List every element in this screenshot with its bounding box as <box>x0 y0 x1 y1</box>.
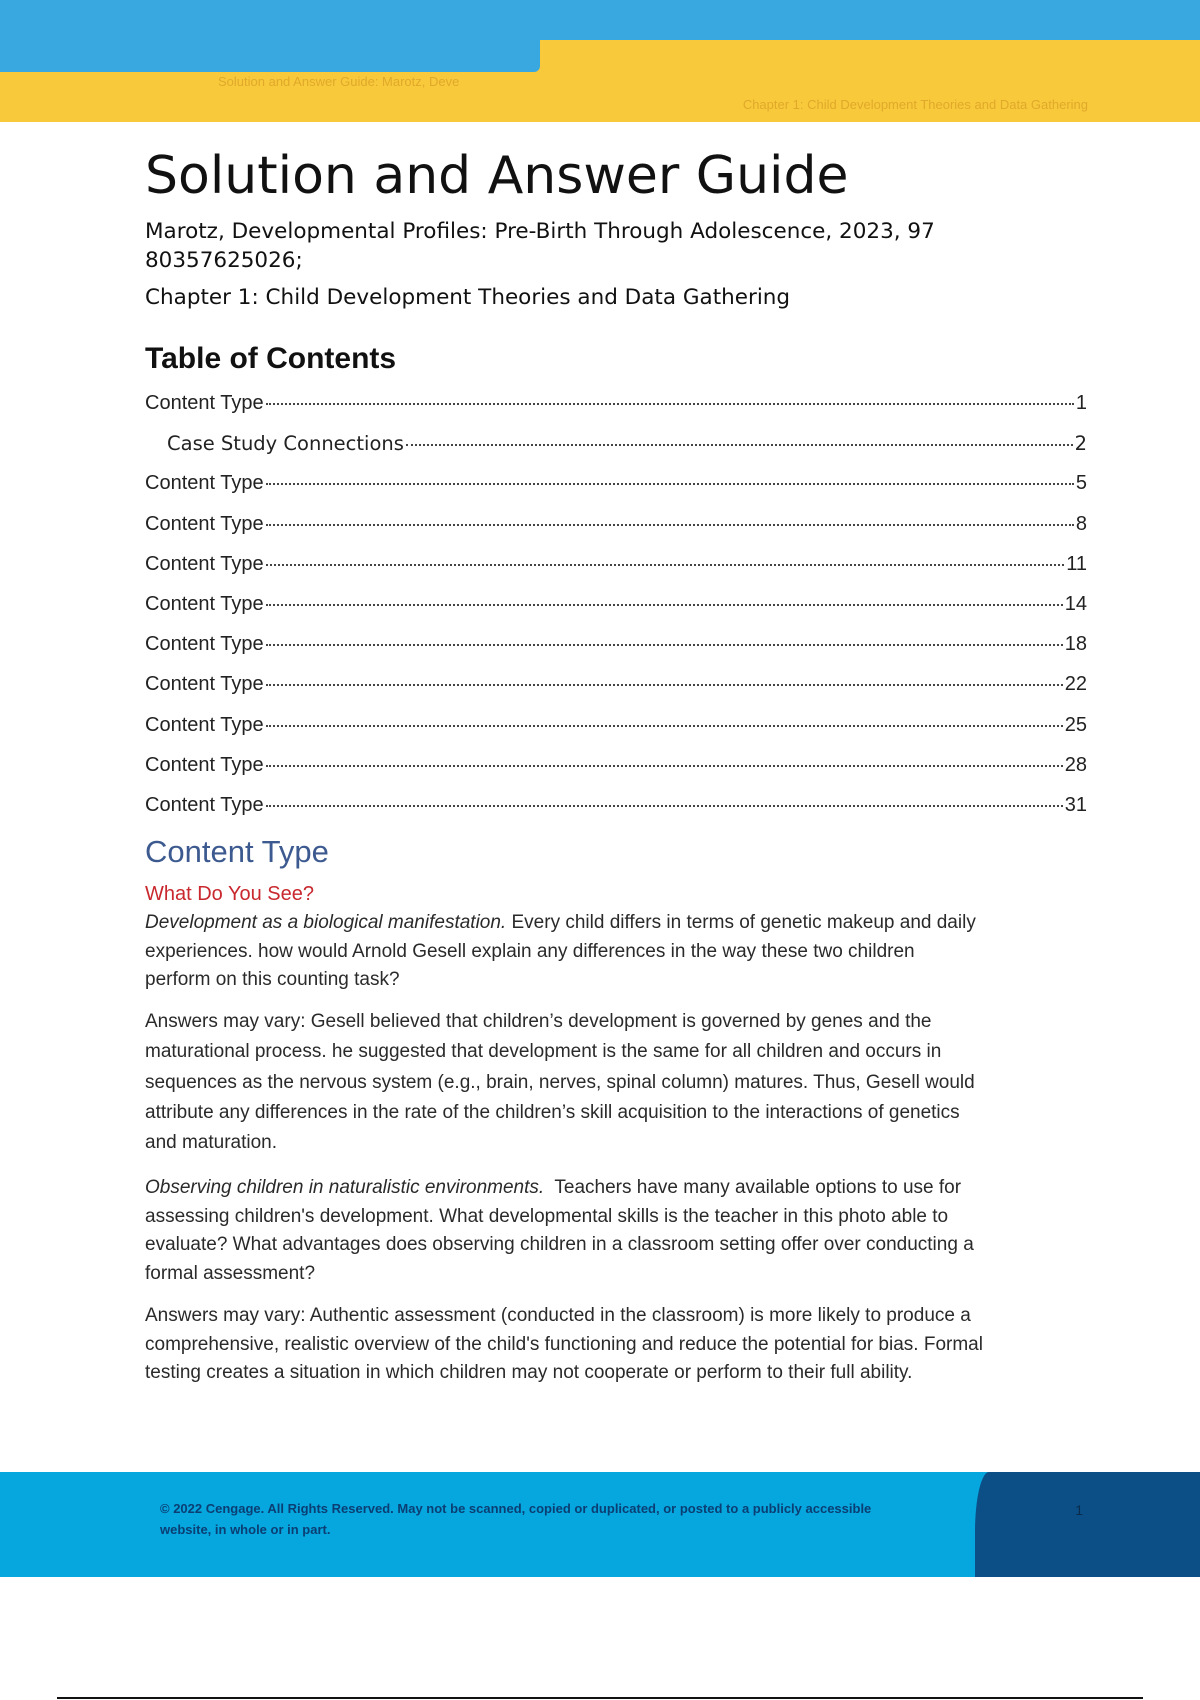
subtitle-line: 80357625026; <box>145 248 303 273</box>
toc-page: 18 <box>1064 633 1087 656</box>
toc-entry[interactable] <box>145 794 1087 834</box>
toc-label: Content Type <box>145 392 264 414</box>
toc-label: Content Type <box>145 633 264 656</box>
chapter-title: Chapter 1: Child Development Theories and Data Gathering <box>145 285 791 310</box>
section-subheading: What Do You See? <box>145 883 315 905</box>
text-line: maturational process. he suggested that development is the same for all children and occurs in <box>145 1041 942 1063</box>
question-2 <box>145 1177 974 1291</box>
toc-page: 25 <box>1064 713 1087 736</box>
toc-page: 2 <box>1074 432 1087 456</box>
toc-page: 11 <box>1066 552 1087 575</box>
toc-leader <box>266 403 1074 405</box>
toc-page: 28 <box>1064 753 1087 776</box>
toc-entry[interactable] <box>145 754 1087 794</box>
toc-leader <box>266 604 1063 606</box>
toc-page: 1 <box>1075 392 1087 414</box>
running-chapter: Chapter 1: Child Development Theories and Data Gathering <box>742 97 1088 112</box>
toc-page: 14 <box>1064 592 1087 615</box>
toc-label: Content Type <box>145 592 264 615</box>
text-line: Teachers have many available options to use for <box>544 1177 962 1198</box>
answer-1 <box>145 1011 975 1162</box>
toc-entry[interactable] <box>145 714 1087 754</box>
text-line: and maturation. <box>145 1132 278 1154</box>
page-divider <box>57 1697 1143 1699</box>
text-line: attribute any differences in the rate of the children’s skill acquisition to the interactions of genetics <box>145 1101 960 1123</box>
toc-page: 22 <box>1064 673 1087 696</box>
toc-label: Content Type <box>145 793 264 816</box>
answer-2 <box>145 1305 983 1391</box>
toc-entry[interactable] <box>145 633 1087 673</box>
toc-entry[interactable] <box>145 673 1087 713</box>
toc-entry[interactable] <box>145 553 1087 593</box>
toc-label: Content Type <box>145 753 264 776</box>
text-line: Answers may vary: Gesell believed that children’s development is governed by genes and the <box>145 1011 932 1032</box>
question-1 <box>145 912 976 998</box>
toc-leader <box>266 725 1063 727</box>
toc-leader <box>266 564 1065 566</box>
footer-decoration <box>975 1472 1200 1577</box>
text-line: comprehensive, realistic overview of the child's functioning and reduce the potential for bias. Formal <box>145 1333 983 1355</box>
page-number: 1 <box>1075 1502 1083 1518</box>
text-line: © 2022 Cengage. All Rights Reserved. May not be scanned, copied or duplicated, or posted to a publicly accessible <box>160 1501 872 1516</box>
text-line: experiences. how would Arnold Gesell explain any differences in the way these two children <box>145 940 915 962</box>
copyright-notice <box>160 1498 940 1540</box>
toc-leader <box>406 444 1073 446</box>
toc-entry[interactable] <box>145 513 1087 553</box>
toc-leader <box>266 805 1063 807</box>
toc-entry[interactable] <box>145 472 1087 512</box>
text-line: perform on this counting task? <box>145 969 400 990</box>
toc-label: Case Study Connections <box>167 432 404 456</box>
toc-heading: Table of Contents <box>145 342 397 375</box>
toc-label: Content Type <box>145 552 264 575</box>
toc-page: 31 <box>1064 793 1087 816</box>
question-2-lead: Observing children in naturalistic environments. <box>145 1177 545 1198</box>
toc-page: 5 <box>1075 472 1087 495</box>
toc-entry[interactable] <box>145 432 1087 472</box>
section-heading: Content Type <box>145 834 329 869</box>
toc-label: Content Type <box>145 472 264 495</box>
text-line: assessing children's development. What developmental skills is the teacher in this photo able to <box>145 1205 949 1227</box>
subtitle-line: Marotz, Developmental Profiles: Pre-Birth Through Adolescence, 2023, 97 <box>145 219 935 244</box>
table-of-contents <box>145 392 1087 834</box>
toc-leader <box>266 765 1063 767</box>
document-title: Solution and Answer Guide <box>145 146 849 206</box>
question-1-lead: Development as a biological manifestation. <box>145 912 507 933</box>
page-footer-banner <box>0 1472 1200 1577</box>
running-title: Solution and Answer Guide: Marotz, Deve <box>218 74 460 89</box>
text-line: testing creates a situation in which children may not cooperate or perform to their full ability. <box>145 1362 913 1383</box>
toc-leader <box>266 483 1074 485</box>
toc-leader <box>266 524 1074 526</box>
text-line: sequences as the nervous system (e.g., brain, nerves, spinal column) matures. Thus, Gesell would <box>145 1071 975 1093</box>
toc-entry[interactable] <box>145 392 1087 432</box>
toc-leader <box>266 644 1063 646</box>
text-line: Answers may vary: Authentic assessment (conducted in the classroom) is more likely to produce a <box>145 1305 971 1326</box>
toc-entry[interactable] <box>145 593 1087 633</box>
text-line: formal assessment? <box>145 1262 316 1284</box>
header-decoration <box>0 0 540 72</box>
toc-label: Content Type <box>145 713 264 736</box>
toc-label: Content Type <box>145 512 264 535</box>
text-line: website, in whole or in part. <box>160 1522 331 1537</box>
text-line: evaluate? What advantages does observing children in a classroom setting offer over conducting a <box>145 1234 974 1255</box>
toc-page: 8 <box>1075 512 1087 535</box>
page-header-banner <box>0 0 1200 122</box>
toc-leader <box>266 684 1063 686</box>
toc-label: Content Type <box>145 673 264 696</box>
text-line: Every child differs in terms of genetic makeup and daily <box>506 912 976 933</box>
